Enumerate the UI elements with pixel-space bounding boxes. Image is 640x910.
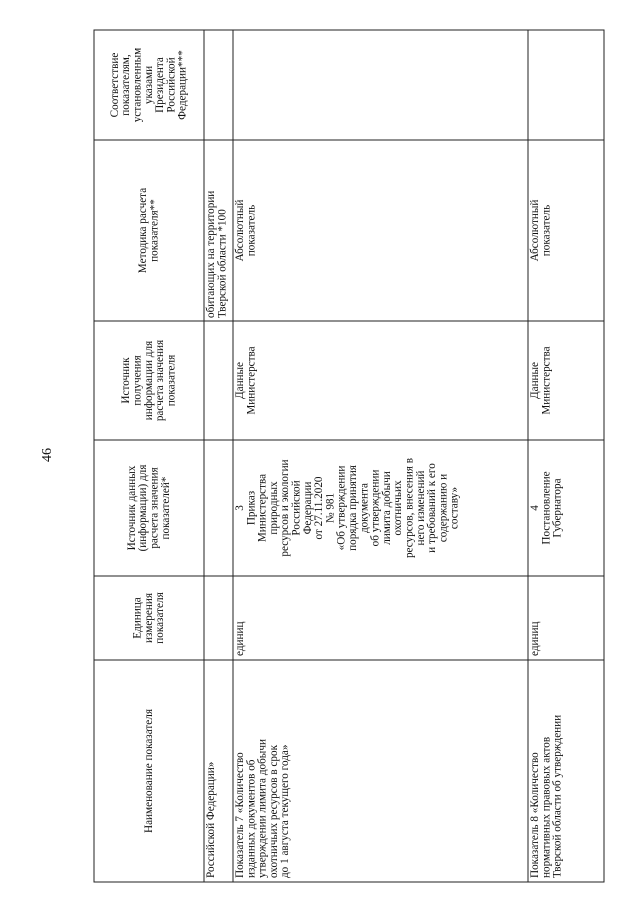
header-source-info-line: Источник bbox=[120, 357, 133, 404]
header-compliance-line: Российской bbox=[165, 57, 178, 113]
row-2-source-info bbox=[234, 346, 257, 414]
row-3-name-line: Показатель 8 «Количество bbox=[529, 752, 541, 878]
row-2-source-data-line: порядка принятия bbox=[347, 465, 359, 551]
row-3-unit bbox=[529, 622, 541, 656]
row-3-unit-line: единиц bbox=[529, 621, 541, 656]
header-unit-line: Единица bbox=[131, 597, 144, 639]
row-2-source-info-line: Данные bbox=[234, 361, 246, 400]
row-3-method bbox=[529, 200, 552, 262]
row-2-unit bbox=[234, 622, 246, 656]
header-compliance bbox=[109, 48, 189, 122]
row-2-method bbox=[234, 200, 257, 262]
row-2-source-data-line: Министерства bbox=[256, 473, 269, 543]
header-name bbox=[143, 709, 155, 833]
row-2-name-line: охотничьих ресурсов в срок bbox=[267, 744, 280, 878]
row-3-name-line: нормативных правовых актов bbox=[540, 736, 553, 878]
row-2-source-data-line: и требований к его bbox=[426, 463, 439, 553]
row-2-name-line: Показатель 7 «Количество bbox=[234, 752, 246, 878]
row-2-method-line: Абсолютный bbox=[234, 199, 246, 262]
header-source-data bbox=[126, 465, 172, 552]
header-source-info-line: показателя bbox=[165, 354, 178, 407]
row-2-source-data bbox=[234, 458, 461, 558]
header-source-data-line: расчета значения bbox=[148, 467, 161, 549]
row-2-source-data-line: Федерации bbox=[301, 481, 314, 535]
row-1-method bbox=[205, 191, 228, 318]
header-source-data-line: (информации) для bbox=[137, 464, 150, 552]
row-2-source-data-line: Приказ bbox=[245, 490, 258, 526]
header-unit bbox=[132, 592, 167, 644]
row-2-source-data-line: 3 bbox=[234, 505, 246, 511]
row-2-source-data-line: лимита добычи bbox=[380, 471, 393, 545]
row-2-source-data-line: № 981 bbox=[324, 492, 337, 524]
header-compliance-line: Президента bbox=[154, 57, 167, 113]
row-2-source-info-line: Министерства bbox=[245, 346, 258, 415]
header-source-data-line: показателей* bbox=[159, 476, 172, 540]
row-2-source-data-line: от 27.11.2020 bbox=[313, 476, 326, 540]
row-2-source-data-line: об утверждении bbox=[369, 469, 382, 547]
row-3-source-data-line: Губернатора bbox=[551, 478, 564, 538]
row-1-method-line: обитающих на территории bbox=[205, 190, 217, 318]
row-1-name-line: Российской Федерации» bbox=[205, 761, 217, 878]
header-method bbox=[137, 188, 160, 273]
header-compliance-line: Федерации*** bbox=[176, 50, 189, 120]
row-1-method-line: Тверской области *100 bbox=[216, 209, 229, 318]
row-3-method-line: Абсолютный bbox=[529, 199, 541, 262]
row-3-name bbox=[529, 715, 564, 878]
header-unit-line: измерения bbox=[142, 593, 155, 643]
row-2-source-data-line: составу» bbox=[448, 486, 461, 530]
row-2-source-data-line: него изменений bbox=[414, 470, 427, 546]
row-3-source-data bbox=[529, 471, 564, 544]
row-3-source-info-line: Данные bbox=[529, 361, 541, 400]
table-cells bbox=[109, 48, 564, 878]
row-2-source-data-line: «Об утверждении bbox=[335, 465, 348, 551]
row-2-method-line: показатель bbox=[245, 204, 258, 257]
header-compliance-line: установленным bbox=[131, 47, 144, 123]
row-2-unit-line: единиц bbox=[234, 621, 246, 656]
header-unit-line: показателя bbox=[154, 592, 167, 644]
header-compliance-line: указами bbox=[142, 65, 155, 105]
row-3-source-data-line: 4 bbox=[529, 505, 541, 511]
row-2-name-line: до 1 августа текущего года» bbox=[279, 744, 292, 878]
row-3-source-info bbox=[529, 346, 552, 414]
row-2-name bbox=[234, 739, 291, 878]
row-2-name-line: утверждении лимита добычи bbox=[256, 739, 269, 878]
row-2-name-line: изданных документов об bbox=[245, 759, 258, 878]
row-2-source-data-line: охотничьих bbox=[392, 480, 405, 536]
row-3-source-data-line: Постановление bbox=[540, 471, 553, 545]
row-2-source-data-line: ресурсов и экологии bbox=[279, 459, 292, 557]
row-3-method-line: показатель bbox=[540, 204, 553, 257]
header-method-line: Методика расчета bbox=[137, 187, 150, 274]
header-source-info-line: информации для bbox=[142, 340, 155, 421]
row-3-source-info-line: Министерства bbox=[540, 346, 553, 415]
row-3-name-line: Тверской области об утверждении bbox=[551, 714, 564, 878]
row-2-source-data-line: содержанию и bbox=[437, 473, 450, 543]
header-source-info bbox=[120, 340, 177, 421]
header-source-info-line: получения bbox=[131, 355, 144, 406]
row-1-name bbox=[205, 762, 217, 878]
header-method-line: показателя** bbox=[148, 199, 161, 262]
row-2-source-data-line: Российской bbox=[290, 480, 303, 536]
header-name-line: Наименование показателя bbox=[142, 709, 155, 833]
header-source-info-line: расчета значения bbox=[154, 339, 167, 422]
header-source-data-line: Источник данных bbox=[125, 465, 138, 551]
page-number: 46 bbox=[40, 448, 56, 462]
row-2-source-data-line: документа bbox=[358, 482, 371, 534]
row-2-source-data-line: ресурсов, внесения в bbox=[403, 457, 416, 559]
header-compliance-line: показателям, bbox=[120, 54, 133, 116]
row-2-source-data-line: природных bbox=[267, 481, 280, 535]
table-grid bbox=[94, 30, 604, 882]
header-compliance-line: Соответствие bbox=[108, 52, 121, 118]
